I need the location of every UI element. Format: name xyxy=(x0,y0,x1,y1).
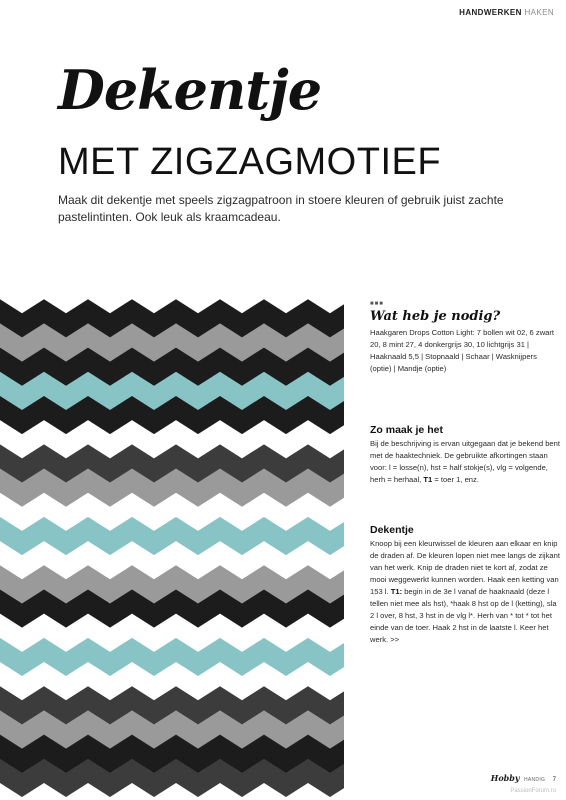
howto-text-after: = toer 1, enz. xyxy=(432,475,479,484)
howto-text-before: Bij de beschrijving is ervan uitgegaan dat je bekend bent met de haaktechniek. De gebruikte afkortingen staan voor: l = losse(n), hst = half stokje(s), vlg = volgende, herh = herhaal, xyxy=(370,439,560,484)
section-header xyxy=(459,8,554,17)
needs-text: Haakgaren Drops Cotton Light: 7 bollen wit 02, 6 zwart 20, 8 mint 27, 4 donkergrijs 30, 10 lichtgrijs 31 | Haaknaald 5,5 | Stopnaald | Schaar | Wasknijpers (optie) | Mandje (optie) xyxy=(370,328,555,373)
dekentje-text-2: begin in de 3e l vanaf de haaknaald (deze l tellen niet mee als hst), *haak 8 hst op de l (ketting), sla 2 l over, 8 hst, 3 hst in de vlg l*. Herh van * tot * tot het einde van de toer. Haak 2 hst in de laatste l. Keer het werk. >> xyxy=(370,587,557,644)
howto-heading: Zo maak je het xyxy=(370,424,443,436)
needs-heading: Wat heb je nodig? xyxy=(370,309,501,324)
dekentje-t1-label: T1: xyxy=(390,587,403,596)
page-number: 7 xyxy=(552,777,556,783)
intro-text: Maak dit dekentje met speels zigzagpatroon in stoere kleuren of gebruik juist zachte pastelintinten. Ook leuk als kraamcadeau. xyxy=(58,193,504,224)
page-footer xyxy=(491,768,556,794)
subsection-label: HAKEN xyxy=(524,8,554,17)
brand-subtitle: HANDIG xyxy=(523,777,546,783)
dekentje-text-1: Knoop bij een kleurwissel de kleuren aan elkaar en knip de draden af. De kleuren lopen niet mee langs de zijkant van het werk. Knip de draden niet te kort af, zodat ze mooi weggewerkt kunnen worden. Haak een ketting van 153 l. xyxy=(370,539,560,596)
dekentje-heading: Dekentje xyxy=(370,524,414,536)
brand-logo: Hobby xyxy=(490,773,520,783)
howto-text xyxy=(370,438,560,486)
dekentje-text xyxy=(370,538,560,646)
section-label: HANDWERKEN xyxy=(459,8,522,17)
page-title-main: MET ZIGZAGMOTIEF xyxy=(58,141,442,183)
howto-t1-label: T1 xyxy=(423,475,433,484)
dots-icon: ■■■ xyxy=(370,301,384,307)
blanket-photo xyxy=(0,276,344,800)
watermark-text: PassionForum.ru xyxy=(510,788,556,794)
page-title-script: Dekentje xyxy=(58,58,322,122)
